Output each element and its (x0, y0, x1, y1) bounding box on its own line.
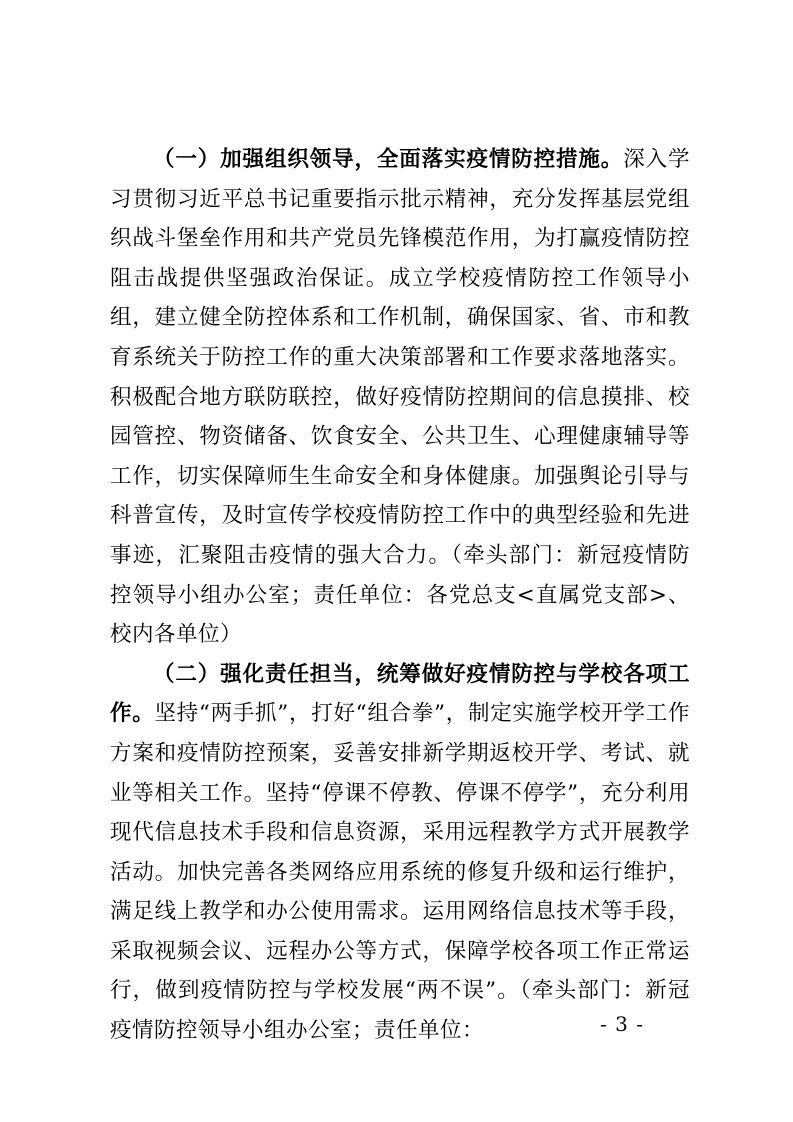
paragraph-organization-leadership (110, 140, 690, 655)
section-body-2: 坚持“两手抓”，打好“组合拳”，制定实施学校开学工作方案和疫情防控预案，妥善安排新学期返校开学、考试、就业等相关工作。坚持“停课不停教、停课不停学”，充分利用现代信息技术手段和信息资源，采用远程教学方式开展教学活动。加快完善各类网络应用系统的修复升级和运行维护，满足线上教学和办公使用需求。运用网络信息技术等手段，采取视频会议、远程办公等方式，保障学校各项工作正常运行，做到疫情防控与学校发展“两不误”。（牵头部门：新冠疫情防控领导小组办公室；责任单位： (110, 701, 690, 1044)
section-heading-2: （二）强化责任担当，统筹做好疫情防控与学校各项工作。 (110, 661, 690, 727)
section-body-1: 深入学习贯彻习近平总书记重要指示批示精神，充分发挥基层党组织战斗堡垒作用和共产党员先锋模范作用，为打赢疫情防控阻击战提供坚强政治保证。成立学校疫情防控工作领导小组，建立健全防控体系和工作机制，确保国家、省、市和教育系统关于防控工作的重大决策部署和工作要求落地落实。积极配合地方联防联控，做好疫情防控期间的信息摸排、校园管控、物资储备、饮食安全、公共卫生、心理健康辅导等工作，切实保障师生生命安全和身体健康。加强舆论引导与科普宣传，及时宣传学校疫情防控工作中的典型经验和先进事迹，汇聚阻击疫情的强大合力。（牵头部门：新冠疫情防控领导小组办公室；责任单位：各党总支<直属党支部>、校内各单位） (110, 147, 690, 648)
document-page (110, 140, 690, 1051)
paragraph-responsibility (110, 655, 690, 1051)
section-heading-1: （一）加强组织领导，全面落实疫情防控措施。 (153, 147, 624, 172)
page-number: - 3 - (600, 1012, 644, 1036)
